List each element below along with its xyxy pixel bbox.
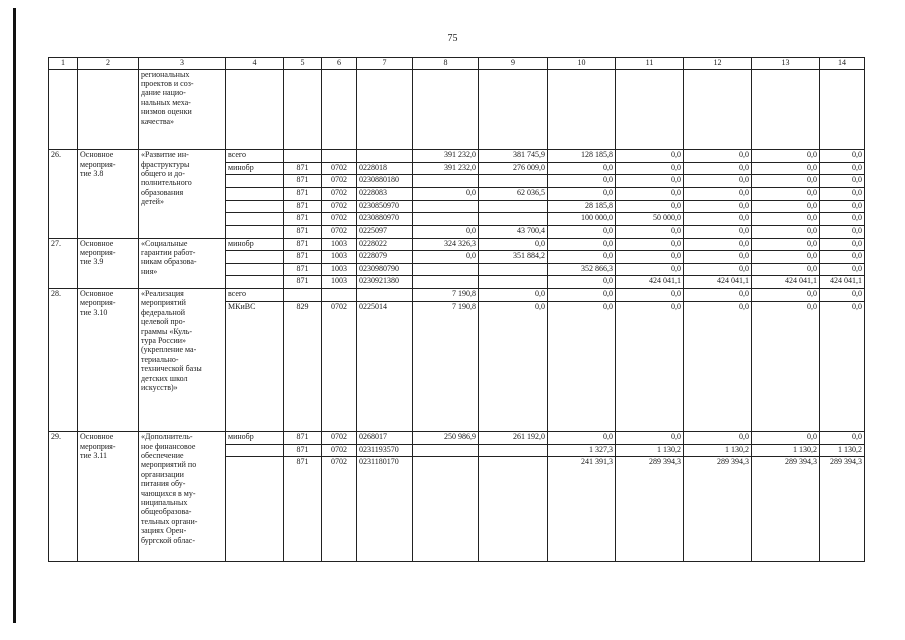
cell-event-line: мероприя- [80,298,116,308]
cell-amount-10: 0,0 [548,251,616,264]
cell-amount-13: 1 130,2 [752,444,820,457]
cell-section: 1003 [322,238,357,251]
cell-section: 0702 [322,188,357,201]
cell-amount-14: 0,0 [820,289,865,302]
cell-amount-14: 0,0 [820,188,865,201]
column-number-12: 12 [684,58,752,70]
column-number-row [49,58,865,70]
cell-col-10 [548,69,616,150]
cell-col-7 [357,69,413,150]
cell-amount-11: 0,0 [616,162,684,175]
cell-amount-14: 0,0 [820,301,865,432]
cell-description-line: обеспечение [141,450,184,460]
cell-amount-10: 0,0 [548,238,616,251]
cell-amount-12: 1 130,2 [684,444,752,457]
cell-administrator [226,444,284,457]
cell-description-line: питания обу- [141,479,186,489]
cell-description-line: тура России» [141,336,187,346]
cell-administrator: всего [226,150,284,163]
cell-code: 871 [284,444,322,457]
cell-amount-14: 0,0 [820,200,865,213]
cell-section: 0702 [322,162,357,175]
cell-amount-13: 0,0 [752,162,820,175]
cell-col-9 [479,69,548,150]
cell-event-line: Основное [80,238,114,248]
cell-administrator [226,225,284,238]
cell-code: 871 [284,276,322,289]
cell-number [49,289,78,432]
cell-event-line: Основное [80,150,114,160]
cell-description-line: технической базы [141,364,202,374]
cell-description-line: региональных [141,69,190,79]
column-number-13: 13 [752,58,820,70]
column-number-9: 9 [479,58,548,70]
cell-description-line: ниципальных [141,497,188,507]
cell-target-article: 0230980790 [357,263,413,276]
cell-amount-9 [479,457,548,562]
cell-description-line: мероприятий [141,298,186,308]
cell-description-line: мероприятий по [141,460,197,470]
cell-amount-8 [413,213,479,226]
cell-event-line: Основное [80,289,114,299]
cell-description-line: фраструктуры [141,159,190,169]
cell-target-article: 0230880970 [357,213,413,226]
cell-description-line: качества» [141,116,175,126]
column-number-6: 6 [322,58,357,70]
column-number-4: 4 [226,58,284,70]
cell-event-line: тие 3.8 [80,168,104,178]
cell-code: 871 [284,457,322,562]
cell-description [139,289,226,432]
cell-description-line: детей» [141,197,164,207]
cell-amount-10: 0,0 [548,276,616,289]
cell-amount-12: 0,0 [684,175,752,188]
cell-amount-11: 0,0 [616,225,684,238]
cell-administrator [226,251,284,264]
cell-amount-9 [479,276,548,289]
cell-amount-9: 62 036,5 [479,188,548,201]
cell-amount-11: 289 394,3 [616,457,684,562]
cell-amount-8: 0,0 [413,251,479,264]
cell-amount-11: 0,0 [616,263,684,276]
cell-administrator [226,213,284,226]
cell-event [78,432,139,562]
cell-amount-9: 43 700,4 [479,225,548,238]
cell-amount-14: 0,0 [820,225,865,238]
cell-number [49,69,78,150]
cell-amount-13: 0,0 [752,213,820,226]
cell-amount-10: 128 185,8 [548,150,616,163]
cell-col-11 [616,69,684,150]
cell-administrator: всего [226,289,284,302]
cell-code: 871 [284,175,322,188]
cell-target-article: 0228083 [357,188,413,201]
cell-administrator: минобр [226,432,284,445]
cell-description-line: «Дополнитель- [141,432,193,442]
cell-administrator [226,175,284,188]
cell-code: 871 [284,200,322,213]
cell-description-line: «Реализация [141,289,184,299]
cell-amount-8: 324 326,3 [413,238,479,251]
cell-amount-10: 0,0 [548,175,616,188]
cell-code: 829 [284,301,322,432]
cell-description-line: образования [141,187,184,197]
cell-amount-10: 0,0 [548,188,616,201]
cell-amount-12: 0,0 [684,162,752,175]
cell-amount-14: 0,0 [820,175,865,188]
cell-description-line: зациях Орен- [141,526,187,536]
cell-description-line: полнительного [141,178,192,188]
cell-amount-11: 0,0 [616,238,684,251]
cell-amount-11: 0,0 [616,251,684,264]
cell-event-line: Основное [80,432,114,442]
cell-amount-9: 351 884,2 [479,251,548,264]
cell-section: 0702 [322,432,357,445]
cell-event [78,238,139,289]
cell-amount-10: 352 866,3 [548,263,616,276]
cell-description-line: тельных органи- [141,516,198,526]
cell-section: 0702 [322,444,357,457]
cell-amount-13: 0,0 [752,188,820,201]
cell-amount-11: 0,0 [616,188,684,201]
cell-description-line: нальных меха- [141,97,191,107]
cell-amount-8 [413,444,479,457]
cell-description-line: общеобразова- [141,507,192,517]
cell-administrator [226,276,284,289]
cell-section: 1003 [322,276,357,289]
cell-target-article: 0230921380 [357,276,413,289]
cell-description-line: общего и до- [141,168,185,178]
cell-amount-12: 0,0 [684,432,752,445]
cell-number-line: 26. [51,150,61,160]
cell-amount-13: 0,0 [752,238,820,251]
cell-event-line: мероприя- [80,159,116,169]
cell-code: 871 [284,188,322,201]
cell-amount-11: 0,0 [616,200,684,213]
cell-amount-13: 0,0 [752,175,820,188]
column-number-1: 1 [49,58,78,70]
cell-amount-9: 0,0 [479,289,548,302]
cell-administrator: минобр [226,238,284,251]
cell-amount-11: 0,0 [616,175,684,188]
cell-amount-12: 0,0 [684,289,752,302]
cell-amount-14: 0,0 [820,263,865,276]
cell-amount-8 [413,263,479,276]
cell-amount-11: 1 130,2 [616,444,684,457]
cell-description [139,432,226,562]
cell-description-line: дание нацио- [141,88,186,98]
cell-number-line: 29. [51,432,61,442]
cell-description-line: (укрепление ма- [141,345,197,355]
column-number-7: 7 [357,58,413,70]
column-number-5: 5 [284,58,322,70]
budget-table [48,57,865,562]
cell-amount-10: 100 000,0 [548,213,616,226]
cell-number [49,432,78,562]
cell-amount-11: 0,0 [616,301,684,432]
cell-amount-13: 0,0 [752,289,820,302]
cell-target-article: 0231180170 [357,457,413,562]
cell-description-line: федеральной [141,307,186,317]
cell-amount-12: 0,0 [684,301,752,432]
cell-col-6 [322,69,357,150]
cell-description-line: «Социальные [141,238,188,248]
cell-event-line: тие 3.9 [80,257,104,267]
cell-description [139,150,226,238]
cell-target-article: 0225097 [357,225,413,238]
cell-administrator [226,457,284,562]
cell-amount-13: 424 041,1 [752,276,820,289]
cell-amount-11: 0,0 [616,150,684,163]
cell-description-line: чающихся в му- [141,488,196,498]
cell-amount-12: 0,0 [684,213,752,226]
cell-amount-9: 381 745,9 [479,150,548,163]
cell-amount-14: 0,0 [820,150,865,163]
cell-amount-11: 0,0 [616,289,684,302]
cell-description-line: «Развитие ин- [141,150,189,160]
cell-amount-8 [413,276,479,289]
cell-amount-8 [413,200,479,213]
cell-administrator: МКиВС [226,301,284,432]
cell-amount-12: 0,0 [684,188,752,201]
cell-amount-12: 0,0 [684,251,752,264]
cell-amount-8: 391 232,0 [413,150,479,163]
cell-amount-14: 289 394,3 [820,457,865,562]
cell-amount-9: 276 009,0 [479,162,548,175]
cell-amount-11: 424 041,1 [616,276,684,289]
cell-event-line: мероприя- [80,441,116,451]
table-row [49,150,865,163]
cell-amount-13: 289 394,3 [752,457,820,562]
cell-event-line: тие 3.10 [80,307,108,317]
cell-section [322,289,357,302]
cell-target-article: 0228018 [357,162,413,175]
cell-number-line: 28. [51,289,61,299]
cell-amount-8 [413,175,479,188]
cell-target-article: 0228022 [357,238,413,251]
cell-description-line: бургской облас- [141,535,195,545]
cell-target-article [357,289,413,302]
cell-amount-13: 0,0 [752,263,820,276]
cell-description-line: граммы «Куль- [141,326,193,336]
cell-amount-13: 0,0 [752,200,820,213]
cell-description-line: никам образова- [141,257,197,267]
cell-amount-14: 424 041,1 [820,276,865,289]
cell-code: 871 [284,263,322,276]
cell-amount-8 [413,457,479,562]
cell-col-12 [684,69,752,150]
cell-amount-13: 0,0 [752,432,820,445]
cell-amount-10: 0,0 [548,289,616,302]
table-row [49,289,865,302]
cell-target-article: 0225014 [357,301,413,432]
cell-code: 871 [284,251,322,264]
cell-amount-12: 0,0 [684,263,752,276]
cell-code: 871 [284,225,322,238]
cell-target-article: 0231193570 [357,444,413,457]
cell-amount-9 [479,263,548,276]
column-number-2: 2 [78,58,139,70]
cell-number [49,238,78,289]
cell-amount-9: 261 192,0 [479,432,548,445]
cell-section: 0702 [322,200,357,213]
cell-description-line: ное финансовое [141,441,196,451]
cell-target-article: 0230850970 [357,200,413,213]
cell-amount-12: 0,0 [684,238,752,251]
cell-description-line: организации [141,469,184,479]
column-number-10: 10 [548,58,616,70]
cell-section: 0702 [322,225,357,238]
cell-amount-13: 0,0 [752,225,820,238]
cell-description-line: искусств)» [141,383,178,393]
cell-amount-12: 289 394,3 [684,457,752,562]
cell-code [284,150,322,163]
cell-amount-9 [479,444,548,457]
cell-description-line: целевой про- [141,317,186,327]
cell-number-line: 27. [51,238,61,248]
cell-target-article: 0228079 [357,251,413,264]
cell-description-line: низмов оценки [141,107,192,117]
cell-amount-14: 0,0 [820,162,865,175]
cell-code: 871 [284,238,322,251]
cell-code: 871 [284,213,322,226]
column-number-3: 3 [139,58,226,70]
cell-section: 0702 [322,175,357,188]
binding-edge [13,8,16,623]
cell-amount-9 [479,175,548,188]
cell-target-article [357,150,413,163]
cell-amount-12: 0,0 [684,150,752,163]
cell-col-13 [752,69,820,150]
cell-administrator: минобр [226,162,284,175]
cell-administrator [226,188,284,201]
cell-section: 0702 [322,457,357,562]
cell-description-line: териально- [141,354,179,364]
page-number: 75 [447,33,458,44]
cell-col-14 [820,69,865,150]
cell-amount-14: 0,0 [820,432,865,445]
cell-amount-14: 0,0 [820,213,865,226]
cell-amount-9: 0,0 [479,238,548,251]
cell-amount-13: 0,0 [752,251,820,264]
cell-amount-9: 0,0 [479,301,548,432]
cell-event [78,289,139,432]
cell-description-line: ния» [141,266,158,276]
cell-section [322,150,357,163]
cell-amount-11: 50 000,0 [616,213,684,226]
cell-amount-14: 0,0 [820,238,865,251]
cell-code [284,289,322,302]
cell-amount-8: 7 190,8 [413,289,479,302]
cell-col-8 [413,69,479,150]
cell-amount-10: 28 185,8 [548,200,616,213]
cell-amount-9 [479,213,548,226]
cell-number [49,150,78,238]
table-row [49,432,865,445]
cell-amount-10: 0,0 [548,225,616,238]
cell-section: 0702 [322,301,357,432]
cell-amount-10: 0,0 [548,432,616,445]
cell-description [139,69,226,150]
cell-amount-13: 0,0 [752,150,820,163]
cell-amount-8: 250 986,9 [413,432,479,445]
column-number-8: 8 [413,58,479,70]
cell-administrator [226,263,284,276]
cell-event-line: мероприя- [80,247,116,257]
cell-description-line: проектов и соз- [141,79,194,89]
cell-target-article: 0230880180 [357,175,413,188]
cell-description-line: детских школ [141,373,188,383]
column-number-14: 14 [820,58,865,70]
cell-target-article: 0268017 [357,432,413,445]
cell-amount-12: 0,0 [684,200,752,213]
cell-section: 0702 [322,213,357,226]
cell-amount-12: 424 041,1 [684,276,752,289]
cell-description-line: гарантии работ- [141,247,196,257]
cell-amount-9 [479,200,548,213]
cell-amount-10: 1 327,3 [548,444,616,457]
cell-amount-8: 0,0 [413,225,479,238]
cell-amount-10: 241 391,3 [548,457,616,562]
cell-event [78,150,139,238]
cell-amount-13: 0,0 [752,301,820,432]
cell-code: 871 [284,162,322,175]
cell-amount-8: 0,0 [413,188,479,201]
cell-amount-14: 0,0 [820,251,865,264]
cell-col-5 [284,69,322,150]
column-number-11: 11 [616,58,684,70]
cell-col-4 [226,69,284,150]
continuation-row [49,69,865,150]
cell-amount-10: 0,0 [548,301,616,432]
cell-event-line: тие 3.11 [80,450,108,460]
cell-administrator [226,200,284,213]
cell-amount-12: 0,0 [684,225,752,238]
cell-section: 1003 [322,251,357,264]
cell-description [139,238,226,289]
cell-amount-14: 1 130,2 [820,444,865,457]
cell-amount-10: 0,0 [548,162,616,175]
table-row [49,238,865,251]
cell-event [78,69,139,150]
cell-amount-8: 391 232,0 [413,162,479,175]
cell-amount-11: 0,0 [616,432,684,445]
cell-amount-8: 7 190,8 [413,301,479,432]
cell-code: 871 [284,432,322,445]
cell-section: 1003 [322,263,357,276]
